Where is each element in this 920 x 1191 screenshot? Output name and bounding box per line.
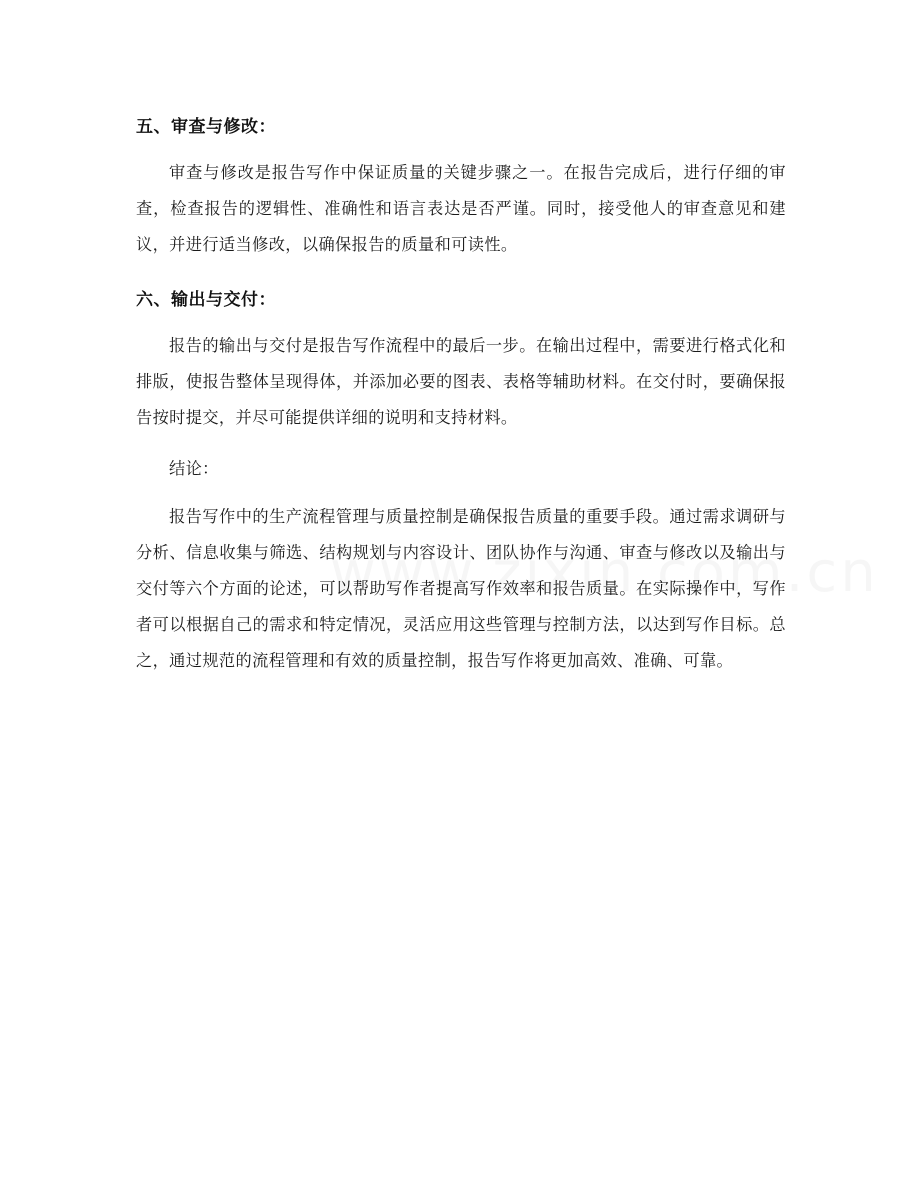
section-heading-review: 五、审查与修改： [136, 117, 276, 137]
conclusion-body: 报告写作中的生产流程管理与质量控制是确保报告质量的重要手段。通过需求调研与分析、信息收集与筛选、结构规划与内容设计、团队协作与沟通、审查与修改以及输出与交付等六个方面的论述，可以帮助写作者提高写作效率和报告质量。在实际操作中，写作者可以根据自己的需求和特定情况，灵活应用这些管理与控制方法，以达到写作目标。总之，通过规范的流程管理和有效的质量控制，报告写作将更加高效、准确、可靠。 [136, 507, 786, 670]
conclusion-label: 结论： [169, 459, 219, 478]
section-heading-output: 六、输出与交付： [136, 290, 276, 310]
section-body-review: 审查与修改是报告写作中保证质量的关键步骤之一。在报告完成后，进行仔细的审查，检查报告的逻辑性、准确性和语言表达是否严谨。同时，接受他人的审查意见和建议，并进行适当修改，以确保报告的质量和可读性。 [136, 163, 786, 254]
section-body-output: 报告的输出与交付是报告写作流程中的最后一步。在输出过程中，需要进行格式化和排版，使报告整体呈现得体，并添加必要的图表、表格等辅助材料。在交付时，要确保报告按时提交，并尽可能提供详细的说明和支持材料。 [136, 336, 786, 427]
